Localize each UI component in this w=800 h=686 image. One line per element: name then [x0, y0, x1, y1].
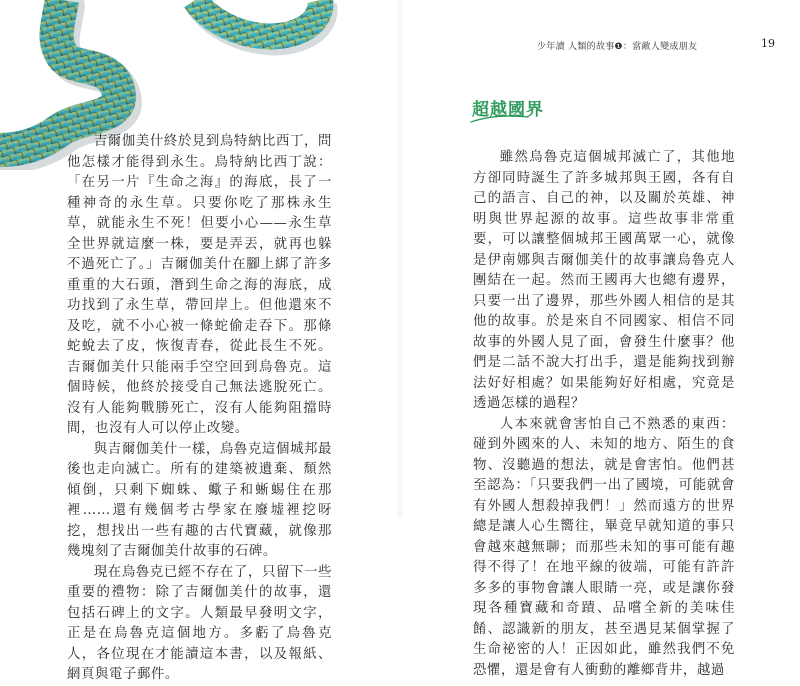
paragraph: 與吉爾伽美什一樣，烏魯克這個城邦最後也走向滅亡。所有的建築被遺棄、頹然傾倒，只剩下蜘蛛、蠍子和蜥蜴住在那裡……還有幾個考古學家在廢墟裡挖呀挖，想找出一些有趣的古代寶藏，就像那幾塊刻了吉爾伽美什故事的石碑。 [67, 441, 332, 559]
section-title: 超越國界 [472, 100, 544, 120]
paragraph: 人本來就會害怕自己不熟悉的東西：碰到外國來的人、未知的地方、陌生的食物、沒聽過的想法，就是會害怕。他們甚至認為：「只要我們一出了國境，可能就會有外國人想殺掉我們！」然而遠方的世界總是讓人心生嚮往，畢竟早就知道的事只會越來越無聊；而那些未知的事可能有趣得不得了！在地平線的彼端，可能有許許多多的事物會讓人眼睛一亮，或是讓你發現各種寶藏和奇蹟、品嚐全新的美味佳餚、認識新的朋友，甚至遇見某個掌握了生命祕密的人！正因如此，雖然我們不免恐懼，還是會有人衝動的離鄉背井，越過 [473, 416, 735, 678]
left-page [0, 0, 400, 682]
paragraph: 吉爾伽美什終於見到烏特納比西丁，問他怎樣才能得到永生。烏特納比西丁說：「在另一片『生命之海』的海底，長了一種神奇的永生草。只要你吃了那株永生草，就能永生不死！但要小心——永生草全世界就這麼一株，要是弄丟，就再也躲不過死亡了。」吉爾伽美什在腳上綁了許多重重的大石頭，潛到生命之海的海底，成功找到了永生草，帶回岸上。但他還來不及吃，就不小心被一條蛇偷走吞下。那條蛇蛻去了皮，恢復青春，從此長生不死。吉爾伽美什只能兩手空空回到烏魯克。這個時候，他終於接受自己無法逃脫死亡。沒有人能夠戰勝死亡，沒有人能夠阻擋時間，也沒有人可以停止改變。 [67, 134, 332, 436]
page-number: 19 [761, 37, 775, 50]
right-page [400, 0, 800, 678]
paragraph: 雖然烏魯克這個城邦滅亡了，其他地方卻同時誕生了許多城邦與王國，各有自己的語言、自己的神，以及關於英雄、神明與世界起源的故事。這些故事非常重要，可以讓整個城邦王國萬眾一心，就像是伊南娜與吉爾伽美什的故事讓烏魯克人團結在一起。然而王國再大也總有邊界，只要一出了邊界，那些外國人相信的是其他的故事。於是來自不同國家、相信不同故事的外國人見了面，會發生什麼事？他們是二話不說大打出手，還是能夠找到辦法好好相處？如果能夠好好相處，究竟是透過怎樣的過程？ [473, 150, 735, 411]
left-body-text [67, 132, 332, 686]
running-head: 少年讀 人類的故事❶：當敵人變成朋友 [537, 42, 698, 52]
title-underline-swoosh-icon [470, 114, 530, 124]
paragraph: 現在烏魯克已經不存在了，只留下一些重要的禮物：除了吉爾伽美什的故事，還包括石碑上的文字。人類最早發明文字，正是在烏魯克這個地方。多虧了烏魯克人，各位現在才能讀這本書，以及報紙、網頁與電子郵件。 [67, 564, 332, 682]
right-body-text [473, 148, 735, 681]
